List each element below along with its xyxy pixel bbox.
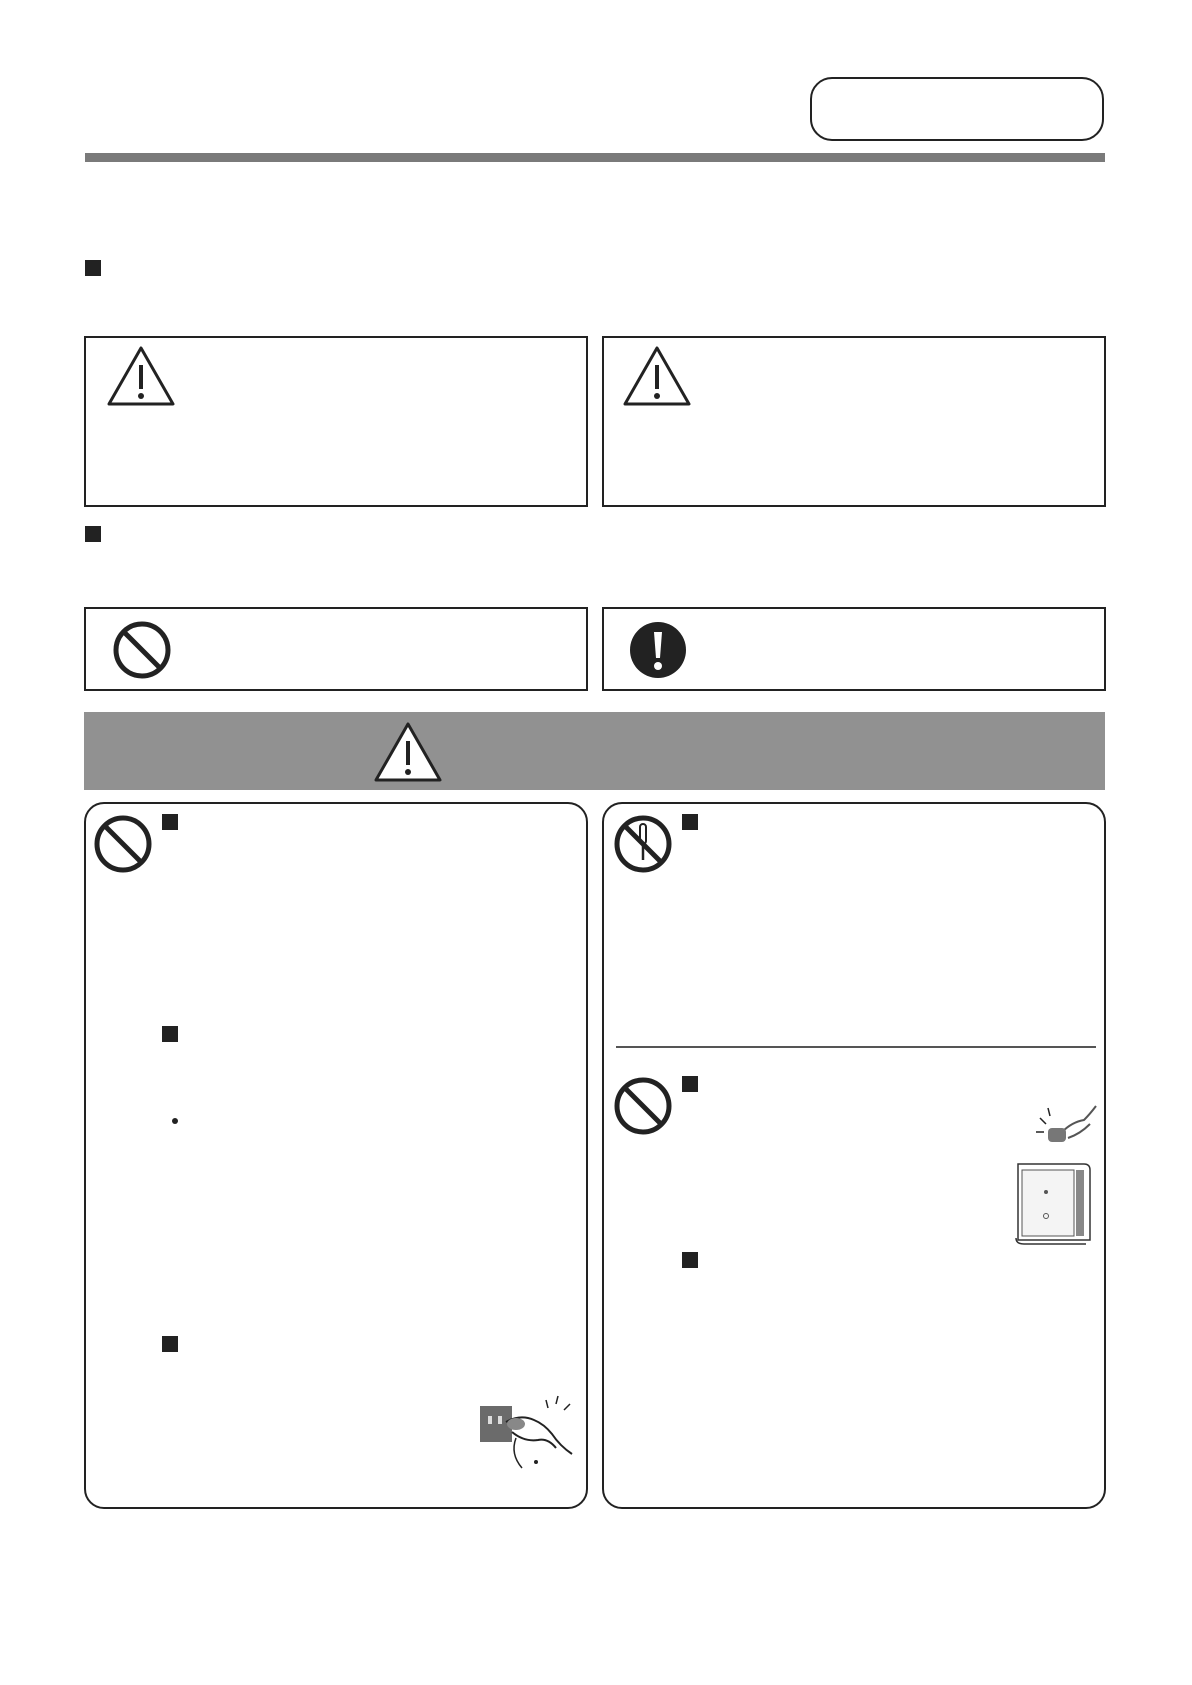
- item-bullet: [162, 1026, 178, 1042]
- item-bullet: [162, 1336, 178, 1352]
- section-bullet: [85, 526, 101, 542]
- warning-triangle-icon: [622, 345, 692, 407]
- warning-definition-box: [84, 336, 588, 507]
- air-purifier-illustration: [1012, 1158, 1096, 1246]
- warning-panel-right: [602, 802, 1106, 1509]
- header-rule: [85, 153, 1105, 162]
- divider: [616, 1046, 1096, 1048]
- section-tab: [810, 77, 1104, 141]
- prohibition-circle-icon: [613, 1076, 673, 1136]
- exclamation-circle-icon: [628, 620, 688, 680]
- section-bullet: [85, 260, 101, 276]
- warning-triangle-icon: [373, 721, 443, 783]
- wet-hand-plug-illustration: [476, 1392, 580, 1474]
- warning-panel-left: [84, 802, 588, 1509]
- prohibition-circle-icon: [112, 620, 172, 680]
- warning-triangle-icon: [106, 345, 176, 407]
- hand-insert-illustration: [1034, 1102, 1100, 1156]
- item-bullet: [682, 814, 698, 830]
- list-dot: [172, 1118, 178, 1124]
- no-disassembly-icon: [613, 814, 673, 874]
- warning-banner: [84, 712, 1105, 790]
- prohibition-circle-icon: [93, 814, 153, 874]
- mandatory-symbol-box: [602, 607, 1106, 691]
- prohibited-symbol-box: [84, 607, 588, 691]
- caution-definition-box: [602, 336, 1106, 507]
- item-bullet: [682, 1076, 698, 1092]
- item-bullet: [162, 814, 178, 830]
- item-bullet: [682, 1252, 698, 1268]
